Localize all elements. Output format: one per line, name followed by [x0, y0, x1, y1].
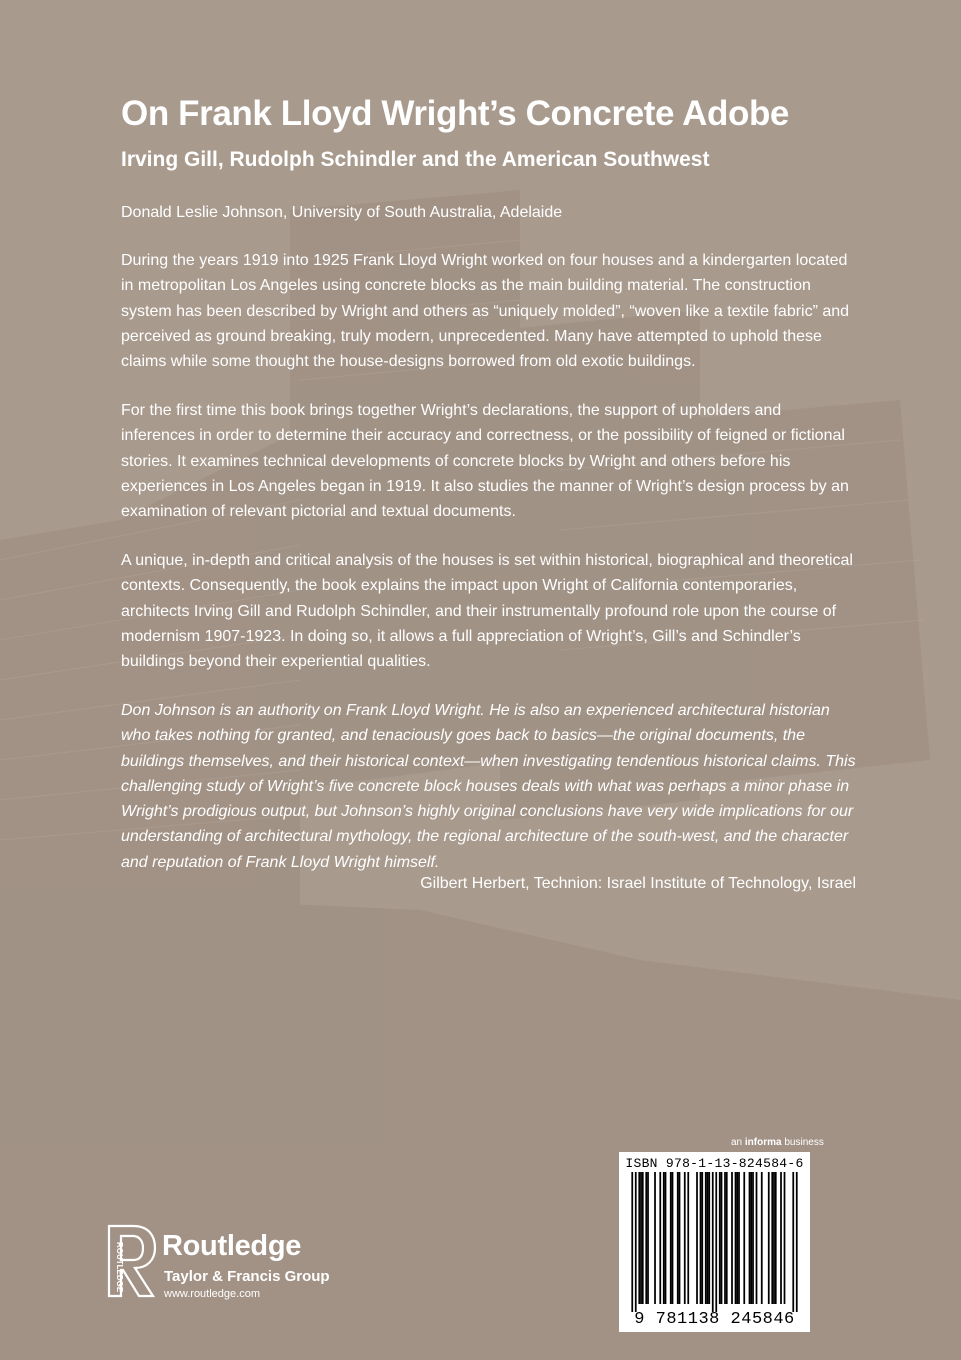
blurb-paragraph-2: For the first time this book brings together Wright’s declarations, the support of upholders and inferences in order to determine their accuracy and correctness, or the possibility of feigned or fictional stories. It examines technical developments of concrete blocks by Wright and others before his experiences in Los Angeles began in 1919. It also studies the manner of Wright’s design process by an examination of relevant pictorial and textual documents.: [121, 402, 849, 521]
barcode-bar: [665, 1172, 667, 1304]
barcode-bar: [638, 1172, 640, 1304]
barcode-bar: [726, 1172, 728, 1304]
barcode-bar: [663, 1172, 665, 1304]
barcode-digits: 9 781138 245846: [634, 1310, 795, 1329]
barcode-bar: [642, 1172, 644, 1304]
barcode-bar: [640, 1172, 642, 1304]
informa-brand: informa: [744, 1137, 782, 1148]
barcode-bar: [672, 1172, 674, 1304]
barcode-bar: [705, 1172, 707, 1304]
barcode-bar: [645, 1172, 647, 1304]
barcode-bar: [775, 1172, 777, 1304]
isbn-barcode: [619, 1152, 810, 1332]
barcode-bar: [792, 1172, 794, 1312]
barcode-bar: [708, 1172, 710, 1304]
barcode-bar: [724, 1172, 726, 1304]
barcode-bar: [735, 1172, 737, 1304]
barcode-bar: [647, 1172, 649, 1304]
barcode-bars: [619, 1172, 810, 1312]
informa-suffix: business: [781, 1137, 824, 1148]
barcode-bar: [743, 1172, 745, 1304]
barcode-bar: [707, 1172, 709, 1304]
barcode-bar: [756, 1172, 758, 1304]
publisher-url[interactable]: www.routledge.com: [164, 1288, 260, 1300]
barcode-bar: [696, 1172, 698, 1304]
barcode-bar: [750, 1172, 752, 1304]
blurb-paragraph-3: A unique, in-depth and critical analysis of the houses is set within historical, biographical and theoretical contexts. Consequently, the book explains the impact upon Wright of California contemporaries, architects Irving Gill and Rudolph Schindler, and their instrumentally profound role upon the course of modernism 1907-1923. In doing so, it allows a full appreciation of Wright’s, Gill’s and Schindler’s buildings beyond their experiential qualities.: [121, 552, 853, 671]
barcode-bar: [670, 1172, 672, 1304]
publisher-name: Routledge: [162, 1230, 302, 1262]
routledge-logo-icon: [103, 1222, 159, 1300]
barcode-bar: [700, 1172, 702, 1304]
informa-prefix: an: [731, 1137, 745, 1148]
barcode-bar: [687, 1172, 689, 1304]
barcode-bar: [752, 1172, 754, 1304]
barcode-bar: [771, 1172, 773, 1304]
blurb-paragraph-1: During the years 1919 into 1925 Frank Lloyd Wright worked on four houses and a kindergarten located in metropolitan Los Angeles using concrete blocks as the main building material. The construction system has been described by Wright and others as “uniquely molded”, “woven like a textile fabric” and perceived as ground breaking, truly modern, unprecedented. Many have attempted to uphold these claims while some thought the house-designs borrowed from old exotic buildings.: [121, 252, 850, 371]
barcode-bar: [631, 1172, 633, 1312]
barcode-bar: [719, 1172, 721, 1304]
book-title: On Frank Lloyd Wright’s Concrete Adobe: [121, 94, 790, 133]
barcode-bar: [701, 1172, 703, 1304]
barcode-bar: [684, 1172, 686, 1304]
barcode-bar: [736, 1172, 738, 1304]
barcode-bar: [738, 1172, 740, 1304]
book-subtitle: Irving Gill, Rudolph Schindler and the American Southwest: [121, 148, 710, 171]
barcode-bar: [784, 1172, 786, 1304]
barcode-bar: [659, 1172, 661, 1304]
publisher-group: Taylor & Francis Group: [164, 1268, 330, 1285]
barcode-bar: [679, 1172, 681, 1304]
barcode-bar: [654, 1172, 656, 1304]
barcode-bar: [761, 1172, 763, 1304]
isbn-label: ISBN 978-1-13-824584-6: [625, 1156, 804, 1171]
informa-business-tagline: [731, 1137, 824, 1148]
barcode-bar: [773, 1172, 775, 1304]
endorsement-quote: Don Johnson is an authority on Frank Lloyd Wright. He is also an experienced architectural historian who takes nothing for granted, and tenaciously goes back to basics—the original documents, the buildings themselves, and their historical context—when investigating tendentious historical claims. This challenging study of Wright’s five concrete block houses deals with what was perhaps a minor phase in Wright’s prodigious output, but Johnson’s highly original conclusions have very wide implications for our understanding of architectural mythology, the regional architecture of the south-west, and the character and reputation of Frank Lloyd Wright himself.: [121, 702, 856, 871]
barcode-bar: [796, 1172, 798, 1312]
barcode-bar: [677, 1172, 679, 1304]
barcode-bar: [635, 1172, 637, 1312]
barcode-bar: [721, 1172, 723, 1304]
author-line: Donald Leslie Johnson, University of South Australia, Adelaide: [121, 204, 563, 221]
barcode-bar: [712, 1172, 714, 1312]
barcode-bar: [715, 1172, 717, 1312]
routledge-vertical-wordmark: ROUTLEDGE: [115, 1242, 124, 1293]
barcode-bar: [731, 1172, 733, 1304]
barcode-bar: [780, 1172, 782, 1304]
barcode-bar: [749, 1172, 751, 1304]
endorsement-attribution: Gilbert Herbert, Technion: Israel Institute of Technology, Israel: [420, 875, 856, 892]
barcode-bar: [768, 1172, 770, 1304]
